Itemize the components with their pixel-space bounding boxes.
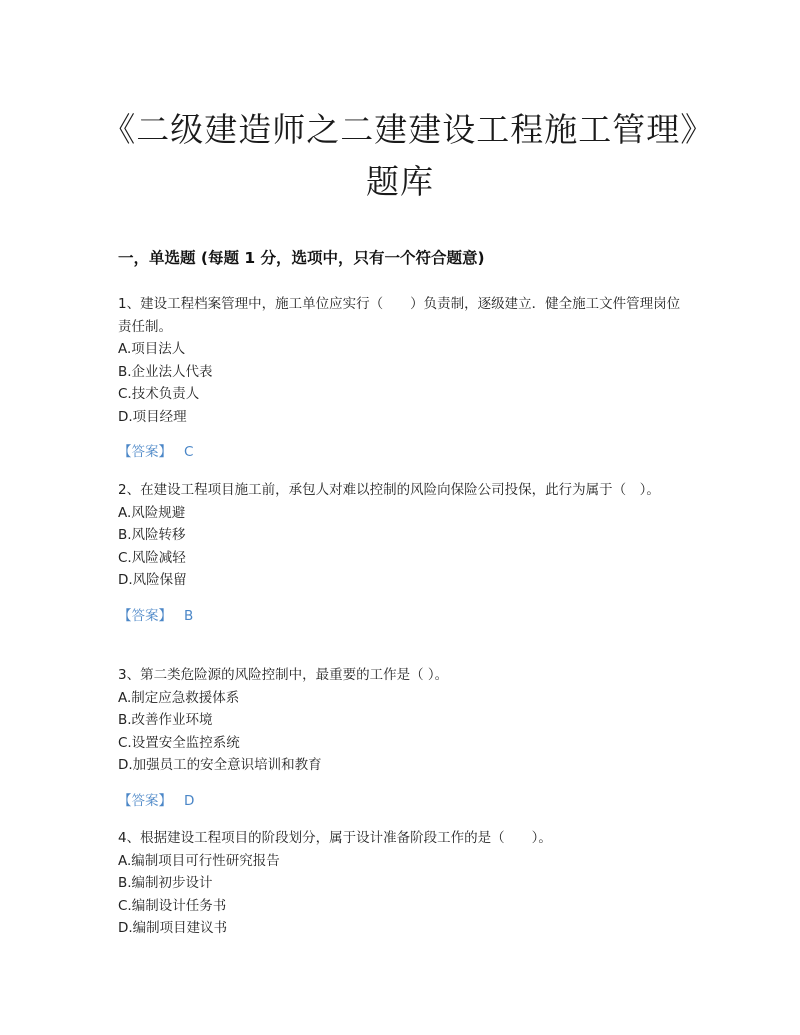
question-3	[118, 664, 688, 812]
question-stem: 3、第二类危险源的风险控制中，最重要的工作是（ ）。	[118, 667, 449, 683]
option-c: C.风险减轻	[118, 549, 186, 566]
question-stem: 4、根据建设工程项目的阶段划分，属于设计准备阶段工作的是（ ）。	[118, 830, 552, 846]
option-b: B.改善作业环境	[118, 712, 213, 728]
document-title: 《二级建造师之二建建设工程施工管理》题库	[102, 110, 698, 201]
question-stem: 2、在建设工程项目施工前，承包人对难以控制的风险向保险公司投保，此行为属于（ ）。	[118, 482, 660, 498]
option-d: D.编制项目建议书	[118, 920, 228, 936]
answer-line	[118, 605, 688, 627]
answer-value: C	[184, 444, 194, 460]
option-d: D.项目经理	[118, 408, 187, 425]
option-a: A.风险规避	[118, 504, 186, 521]
option-c: C.技术负责人	[118, 386, 200, 402]
option-b: B.风险转移	[118, 527, 186, 543]
answer-value: D	[184, 792, 195, 809]
answer-value: B	[184, 607, 194, 624]
answer-label: 【答案】	[118, 444, 172, 460]
question-stem: 1、建设工程档案管理中，施工单位应实行（ ）负责制，逐级建立．健全施工文件管理岗位责任制。	[118, 296, 681, 335]
option-d: D.加强员工的安全意识培训和教育	[118, 757, 322, 773]
option-a: A.制定应急救援体系	[118, 689, 240, 706]
option-b: B.企业法人代表	[118, 363, 213, 380]
question-4	[118, 827, 688, 940]
answer-line	[118, 790, 688, 812]
option-c: C.编制设计任务书	[118, 897, 227, 914]
option-a: A.项目法人	[118, 341, 186, 357]
section-heading: 一，单选题 (每题 1 分，选项中，只有一个符合题意)	[118, 249, 485, 267]
answer-line	[118, 441, 688, 463]
question-2	[118, 479, 688, 627]
option-b: B.编制初步设计	[118, 875, 213, 891]
answer-label: 【答案】	[118, 792, 172, 809]
question-1	[118, 293, 688, 463]
option-d: D.风险保留	[118, 572, 187, 588]
option-a: A.编制项目可行性研究报告	[118, 852, 280, 869]
option-c: C.设置安全监控系统	[118, 734, 240, 751]
answer-label: 【答案】	[118, 607, 172, 624]
